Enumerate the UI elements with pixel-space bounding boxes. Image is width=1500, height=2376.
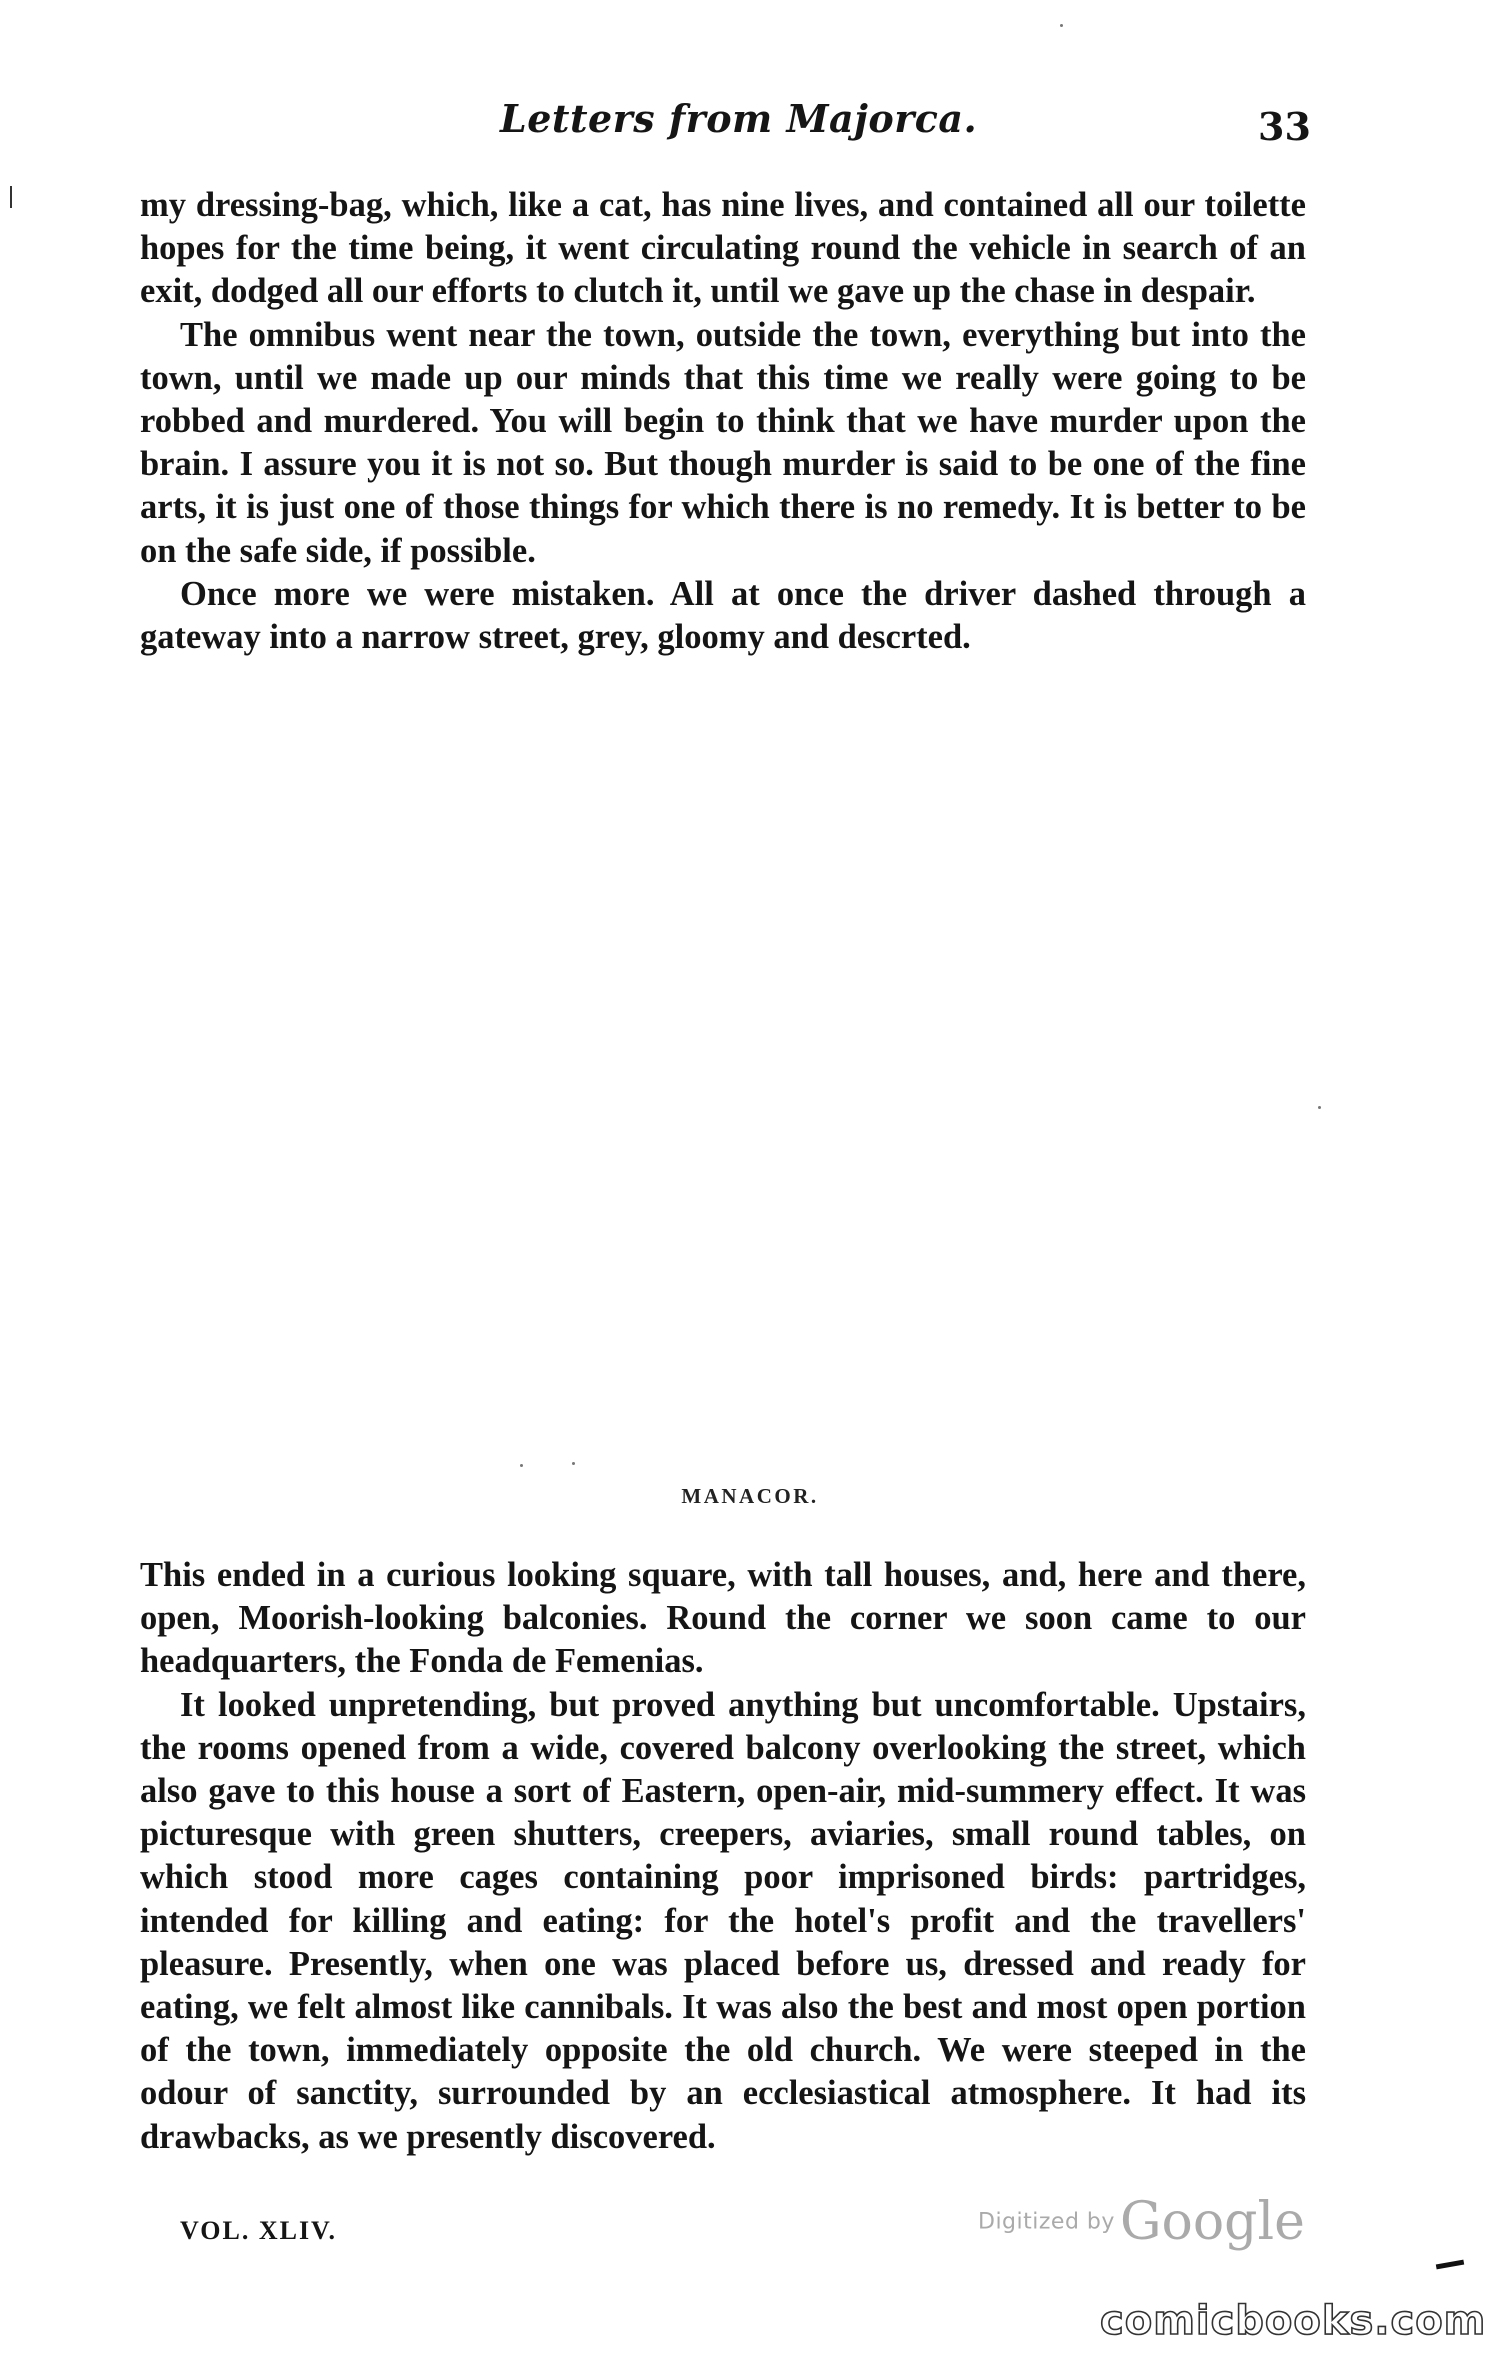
text-block-bottom [140, 1554, 1306, 2159]
paragraph: The omnibus went near the town, outside the town, everything but into the town, until we made up our minds that this time we really were going to be robbed and murdered. You will begin to think that we have murder upon the brain. I assure you it is not so. But though murder is said to be one of the fine arts, it is just one of those things for which there is no remedy. It is better to be on the safe side, if possible. [140, 315, 1306, 570]
printer-mark [1436, 2260, 1464, 2270]
watermark-prefix: Digitized by [978, 2209, 1115, 2235]
gutter-mark [10, 186, 12, 208]
scan-speck [572, 1462, 575, 1465]
illustration-caption: MANACOR. [681, 1484, 819, 1508]
paragraph: It looked unpretending, but proved anything but uncomfortable. Upstairs, the rooms opened from a wide, covered balcony overlooking the street, which also gave to this house a sort of Eastern, open-air, mid-summery effect. It was picturesque with green shutters, creepers, aviaries, small round tables, on which stood more cages containing poor imprisoned birds: partridges, intended for killing and eating: for the hotel's profit and the travellers' pleasure. Presently, when one was placed before us, dressed and ready for eating, we felt almost like cannibals. It was also the best and most open portion of the town, immediately opposite the old church. We were steeped in the odour of sanctity, surrounded by an ecclesiastical atmosphere. It had its drawbacks, as we presently discovered. [140, 1685, 1306, 2156]
scan-speck [1060, 24, 1063, 27]
running-title: Letters from Majorca. [500, 96, 978, 141]
signature-mark: VOL. XLIV. [180, 2216, 337, 2245]
text-block-top [140, 184, 1306, 659]
paragraph: my dressing-bag, which, like a cat, has nine lives, and contained all our toilette hopes for the time being, it went circulating round the vehicle in search of an exit, dodged all our efforts to clutch it, until we gave up the chase in despair. [140, 186, 1306, 311]
paragraph: Once more we were mistaken. All at once the driver dashed through a gateway into a narrow street, grey, gloomy and descrted. [140, 574, 1306, 657]
site-logo: comicbooks.com [1100, 2298, 1487, 2344]
page-number: 33 [1258, 104, 1311, 149]
digitized-watermark [978, 2192, 1305, 2252]
scan-speck [520, 1464, 523, 1467]
paragraph: This ended in a curious looking square, with tall houses, and, here and there, open, Moorish-looking balconies. Round the corner we soon came to our headquarters, the Fonda de Femenias. [140, 1556, 1306, 1681]
watermark-brand: Google [1120, 2192, 1305, 2252]
scan-speck [1318, 1106, 1321, 1109]
